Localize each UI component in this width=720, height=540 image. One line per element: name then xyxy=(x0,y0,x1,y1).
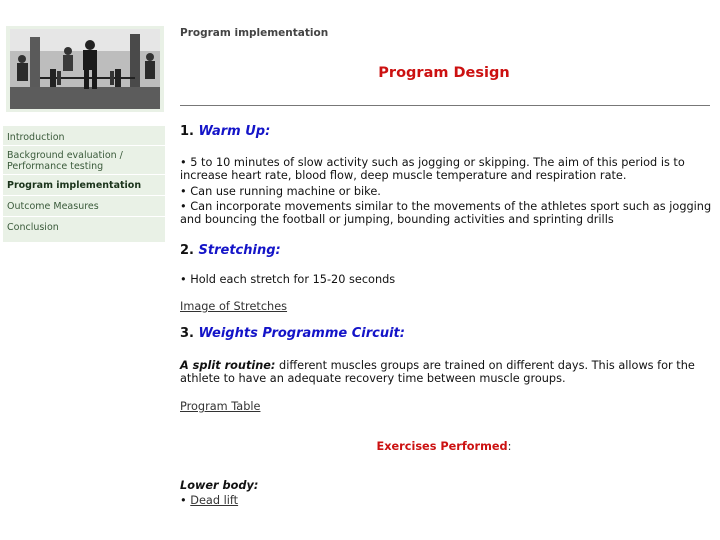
section-weights-heading xyxy=(180,326,405,341)
weightlifting-photo xyxy=(10,29,160,109)
lower-body-bullet: • xyxy=(180,494,187,507)
warmup-bullet-3: • Can incorporate movements similar to the movements of the athletes sport such as jogging and bouncing the football or jumping, bounding activities and sprinting drills xyxy=(180,200,712,226)
section-warmup-title: Warm Up: xyxy=(198,124,271,139)
stretching-bullet: • Hold each stretch for 15-20 seconds xyxy=(180,273,396,286)
nav-item-program-implementation[interactable]: Program implementation xyxy=(3,175,165,196)
sidebar-nav xyxy=(3,126,165,242)
lower-body-label-text: Lower body: xyxy=(180,479,259,492)
split-routine-label: A split routine: xyxy=(180,359,276,372)
nav-item-outcome-measures[interactable]: Outcome Measures xyxy=(3,196,165,217)
section-warmup-number: 1. xyxy=(180,124,194,139)
exercises-heading-text: Exercises Performed xyxy=(376,440,508,453)
weightlifting-photo-image xyxy=(10,29,160,109)
section-stretching-title: Stretching: xyxy=(198,243,281,258)
nav-item-background-evaluation[interactable]: Background evaluation / Performance testing xyxy=(3,146,165,175)
section-warmup-heading xyxy=(180,124,270,139)
section-stretching-heading xyxy=(180,243,281,258)
warmup-bullet-1: • 5 to 10 minutes of slow activity such as jogging or skipping. The aim of this period is to increase heart rate, blood flow, deep muscle temperature and respiration rate. xyxy=(180,156,685,182)
exercises-heading xyxy=(180,440,708,453)
program-table-link[interactable]: Program Table xyxy=(180,400,261,413)
stretches-image-link[interactable]: Image of Stretches xyxy=(180,300,288,313)
nav-item-conclusion[interactable]: Conclusion xyxy=(7,222,59,233)
warmup-bullet-2: • Can use running machine or bike. xyxy=(180,185,381,198)
nav-item-introduction[interactable]: Introduction xyxy=(3,126,165,146)
section-weights-number: 3. xyxy=(180,326,194,341)
lower-body-item xyxy=(180,494,712,507)
section-weights-title: Weights Programme Circuit: xyxy=(198,326,405,341)
section-stretching-number: 2. xyxy=(180,243,194,258)
lower-body-label xyxy=(180,479,712,492)
page-title: Program Design xyxy=(378,65,510,81)
stretches-image-link-wrap xyxy=(180,300,287,313)
photo-frame xyxy=(6,26,164,112)
dead-lift-link[interactable]: Dead lift xyxy=(190,494,239,507)
main-content xyxy=(180,0,712,540)
exercises-heading-colon: : xyxy=(507,440,512,453)
divider xyxy=(180,105,710,106)
weights-description xyxy=(180,359,712,385)
breadcrumb: Program implementation xyxy=(180,27,329,39)
program-table-link-wrap xyxy=(180,400,260,413)
split-routine-text: different muscles groups are trained on different days. This allows for the athlete to have an adequate recovery time between muscle groups. xyxy=(180,359,695,385)
sidebar xyxy=(0,0,168,540)
